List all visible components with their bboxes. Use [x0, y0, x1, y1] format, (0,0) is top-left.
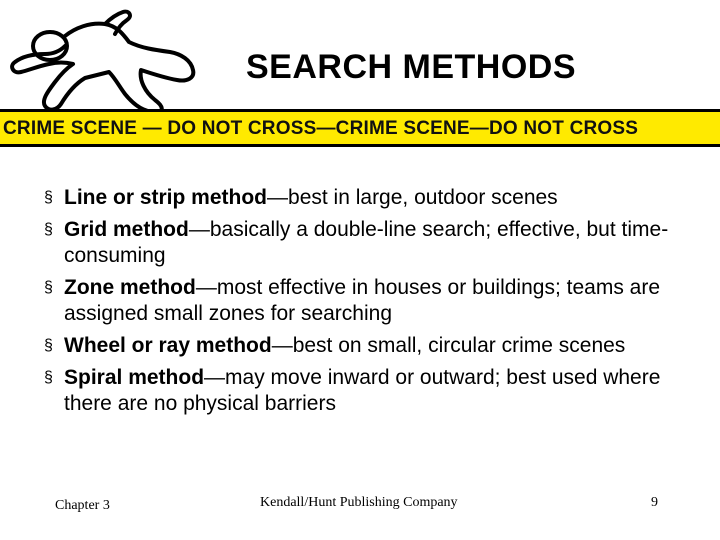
method-description: —basically a double-line search; effective, but time-consuming — [64, 218, 669, 267]
bullet-marker-icon: § — [44, 189, 53, 206]
list-item — [44, 217, 694, 269]
bullet-list — [44, 185, 694, 423]
list-item — [44, 365, 694, 417]
list-item — [44, 275, 694, 327]
method-term: Wheel or ray method — [64, 334, 272, 357]
crime-scene-tape — [0, 109, 720, 147]
list-item — [44, 333, 694, 359]
method-description: —may move inward or outward; best used where there are no physical barriers — [64, 366, 661, 415]
tape-text: CRIME SCENE — DO NOT CROSS—CRIME SCENE—DO NOT CROSS — [3, 118, 639, 139]
method-term: Grid method — [64, 218, 189, 241]
bullet-marker-icon: § — [44, 369, 53, 386]
slide-title: SEARCH METHODS — [246, 48, 577, 86]
bullet-marker-icon: § — [44, 279, 53, 296]
bullet-marker-icon: § — [44, 337, 53, 354]
footer-chapter: Chapter 3 — [55, 498, 110, 513]
body-outline-icon — [5, 8, 200, 113]
method-description: —most effective in houses or buildings; teams are assigned small zones for searching — [64, 276, 661, 325]
footer-publisher: Kendall/Hunt Publishing Company — [260, 495, 458, 510]
method-term: Line or strip method — [64, 186, 268, 209]
method-description: —best in large, outdoor scenes — [267, 186, 558, 209]
method-term: Spiral method — [64, 366, 205, 389]
list-item — [44, 185, 694, 211]
footer-page-number: 9 — [651, 495, 658, 510]
bullet-marker-icon: § — [44, 221, 53, 238]
method-term: Zone method — [64, 276, 196, 299]
method-description: —best on small, circular crime scenes — [271, 334, 626, 357]
